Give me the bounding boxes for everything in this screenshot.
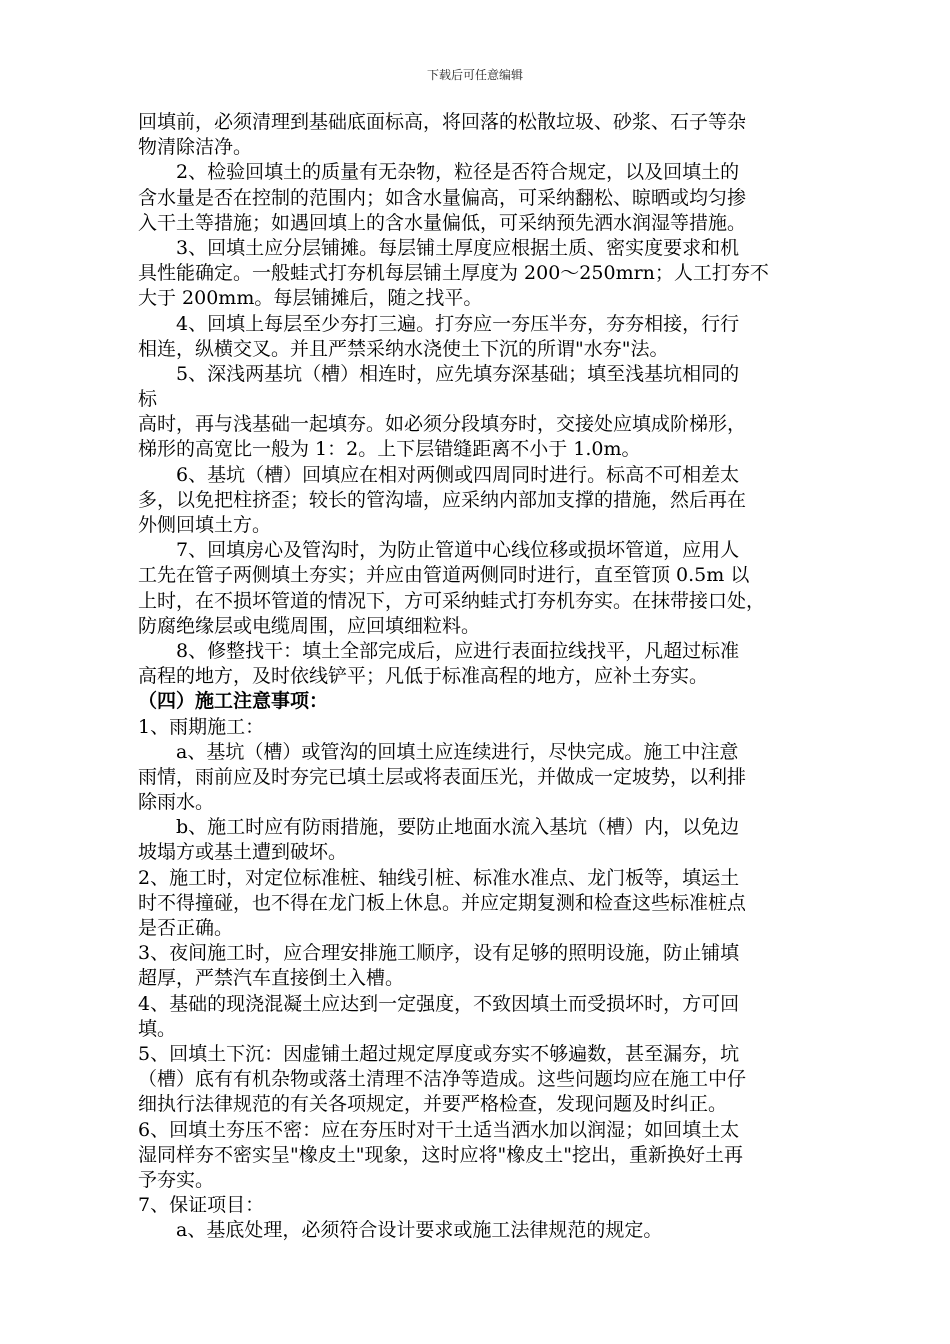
- paragraph-line: 2、检验回填土的质量有无杂物，粒径是否符合规定，以及回填土的: [176, 161, 740, 184]
- paragraph-line: 4、回填上每层至少夯打三遍。打夯应一夯压半夯，夯夯相接，行行: [176, 312, 740, 335]
- paragraph-line: 5、回填土下沉：因虚铺土超过规定厚度或夯实不够遍数，甚至漏夯，坑: [138, 1042, 740, 1065]
- paragraph-line: 防腐绝缘层或电缆周围，应回填细粒料。: [138, 614, 481, 637]
- paragraph-line: 予夯实。: [138, 1168, 215, 1191]
- paragraph-line: a、基底处理，必须符合设计要求或施工法律规范的规定。: [176, 1219, 663, 1242]
- paragraph-line: 填。: [138, 1017, 177, 1040]
- paragraph-line: 回填前，必须清理到基础底面标高，将回落的松散垃圾、砂浆、石子等杂: [138, 111, 747, 133]
- paragraph-line: 雨情，雨前应及时夯完已填土层或将表面压光，并做成一定坡势，以利排: [138, 765, 747, 788]
- section-heading: （四）施工注意事项：: [138, 690, 329, 713]
- paragraph-line: 细执行法律规范的有关各项规定，并要严格检查，发现问题及时纠正。: [138, 1093, 728, 1116]
- paragraph-line: b、施工时应有防雨措施，要防止地面水流入基坑（槽）内，以免边: [176, 816, 740, 839]
- paragraph-line: 入干土等措施；如遇回填上的含水量偏低，可采纳预先洒水润湿等措施。: [138, 211, 747, 234]
- paragraph-line: 8、修整找干：填土全部完成后，应进行表面拉线找平，凡超过标准: [176, 639, 740, 662]
- paragraph-line: 相连，纵横交叉。并且严禁采纳水浇使土下沉的所谓"水夯"法。: [138, 337, 669, 360]
- paragraph-line: 上时，在不损坏管道的情况下，方可采纳蛙式打夯机夯实。在抹带接口处，: [138, 589, 766, 612]
- paragraph-line: 外侧回填土方。: [138, 514, 272, 536]
- paragraph-line: 6、基坑（槽）回填应在相对两侧或四周同时进行。标高不可相差太: [176, 463, 740, 486]
- paragraph-line: 物清除洁净。: [138, 136, 253, 159]
- paragraph-line: 含水量是否在控制的范围内；如含水量偏高，可采纳翻松、晾晒或均匀掺: [138, 186, 747, 209]
- document-body: [138, 110, 858, 1243]
- paragraph-line: 3、回填土应分层铺摊。每层铺土厚度应根据土质、密实度要求和机: [176, 236, 740, 259]
- paragraph-line: 4、基础的现浇混凝土应达到一定强度，不致因填土而受损坏时，方可回: [138, 992, 740, 1015]
- paragraph-line: 超厚，严禁汽车直接倒土入槽。: [138, 967, 405, 990]
- paragraph-line: 具性能确定。一般蛙式打夯机每层铺土厚度为 200～250mrn；人工打夯不: [138, 262, 769, 285]
- page-header: 下载后可任意编辑: [426, 68, 523, 82]
- paragraph-line: 梯形的高宽比一般为 1：2。上下层错缝距离不小于 1.0m。: [138, 438, 641, 461]
- paragraph-line: 除雨水。: [138, 791, 215, 814]
- paragraph-line: 大于 200mm。每层铺摊后，随之找平。: [138, 287, 483, 310]
- paragraph-line: 工先在管子两侧填土夯实；并应由管道两侧同时进行，直至管顶 0.5m 以: [138, 564, 750, 587]
- paragraph-line: 1、雨期施工：: [138, 715, 265, 738]
- paragraph-line: 时不得撞碰，也不得在龙门板上休息。并应定期复测和检查这些标准桩点: [138, 891, 747, 914]
- paragraph-line: 2、施工时，对定位标准桩、轴线引桩、标准水准点、龙门板等，填运土: [138, 866, 740, 889]
- paragraph-line: 标: [138, 388, 158, 411]
- paragraph-line: 多，以免把柱挤歪；较长的管沟墙，应采纳内部加支撑的措施，然后再在: [138, 488, 747, 511]
- paragraph-line: （槽）底有有机杂物或落土清理不洁净等造成。这些问题均应在施工中仔: [138, 1068, 747, 1091]
- paragraph-line: 7、保证项目：: [138, 1194, 265, 1217]
- paragraph-line: 3、夜间施工时，应合理安排施工顺序，设有足够的照明设施，防止铺填: [138, 942, 740, 965]
- paragraph-line: 5、深浅两基坑（槽）相连时，应先填夯深基础；填至浅基坑相同的: [176, 362, 740, 385]
- paragraph-line: 6、回填土夯压不密：应在夯压时对干土适当洒水加以润湿；如回填土太: [138, 1118, 740, 1141]
- paragraph-line: a、基坑（槽）或管沟的回填土应连续进行，尽快完成。施工中注意: [176, 740, 739, 763]
- paragraph-line: 湿同样夯不密实呈"橡皮土"现象，这时应将"橡皮土"挖出，重新换好土再: [138, 1143, 743, 1166]
- paragraph-line: 坡塌方或基土遭到破坏。: [138, 841, 348, 864]
- paragraph-line: 是否正确。: [138, 917, 234, 939]
- paragraph-line: 高程的地方，及时依线铲平；凡低于标准高程的地方，应补土夯实。: [138, 665, 709, 688]
- paragraph-line: 7、回填房心及管沟时，为防止管道中心线位移或损坏管道，应用人: [176, 539, 740, 562]
- paragraph-line: 高时，再与浅基础一起填夯。如必须分段填夯时，交接处应填成阶梯形，: [138, 413, 747, 436]
